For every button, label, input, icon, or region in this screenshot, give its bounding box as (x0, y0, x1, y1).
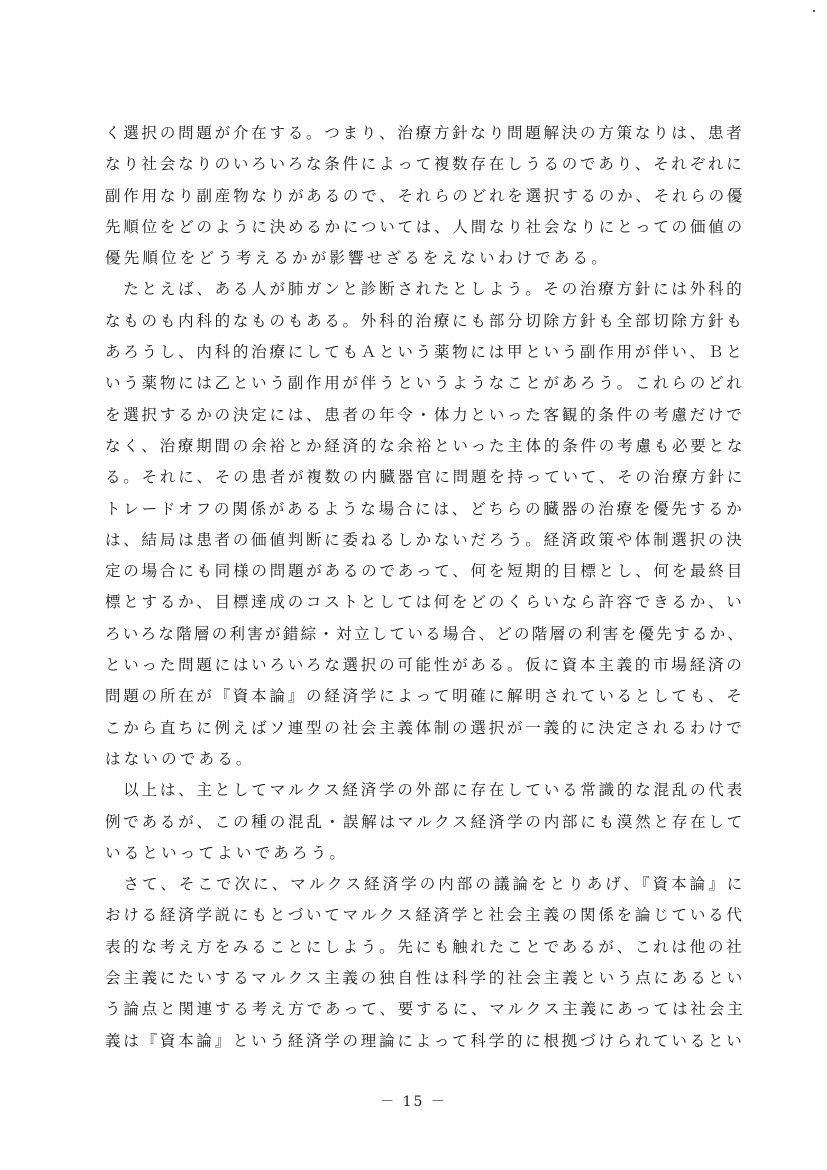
scan-artifact (813, 10, 815, 12)
text-line: 先順位をどのように決めるかについては、人間なり社会なりにとっての価値の (105, 217, 745, 236)
text-line: といった問題にはいろいろな選択の可能性がある。仮に資本主義的市場経済の (105, 656, 745, 675)
text-line: おける経済学説にもとづいてマルクス経済学と社会主義の関係を論じている代 (105, 906, 745, 925)
text-line: 以上は、主としてマルクス経済学の外部に存在している常識的な混乱の代表 (105, 781, 746, 800)
text-line: 定の場合にも同様の問題があるのであって、何を短期的目標とし、何を最終目 (105, 562, 746, 581)
text-line: ろいろな階層の利害が錯綜・対立している場合、どの階層の利害を優先するか、 (105, 624, 746, 643)
text-line: いるといってよいであろう。 (105, 843, 349, 862)
text-line: はないのである。 (105, 749, 255, 768)
text-line: を選択するかの決定には、患者の年令・体力といった客観的条件の考慮だけで (105, 405, 745, 424)
text-line: あろうし、内科的治療にしてもＡという薬物には甲という副作用が伴い、Ｂと (105, 343, 745, 362)
body-text (105, 118, 745, 1057)
text-line: なものも内科的なものもある。外科的治療にも部分切除方針も全部切除方針も (105, 311, 745, 330)
text-line: 表的な考え方をみることにしよう。先にも触れたことであるが、これは他の社 (105, 937, 745, 956)
text-line: 副作用なり副産物なりがあるので、それらのどれを選択するのか、それらの優 (105, 186, 746, 205)
page-number: － 15 － (380, 1094, 447, 1110)
text-line: 優先順位をどう考えるかが影響せざるをえないわけである。 (105, 249, 610, 268)
text-line: こから直ちに例えばソ連型の社会主義体制の選択が一義的に決定されるわけで (105, 718, 745, 737)
text-line: 義は『資本論』という経済学の理論によって科学的に根拠づけられているとい (105, 1031, 745, 1050)
text-line: く選択の問題が介在する。つまり、治療方針なり問題解決の方策なりは、患者 (105, 124, 745, 142)
text-line: る。それに、その患者が複数の内臓器官に問題を持っていて、その治療方針に (105, 468, 746, 487)
text-line: なり社会なりのいろいろな条件によって複数存在しうるのであり、それぞれに (105, 155, 745, 174)
text-line: なく、治療期間の余裕とか経済的な余裕といった主体的条件の考慮も必要とな (105, 436, 746, 455)
text-line: トレードオフの関係があるような場合には、どちらの臓器の治療を優先するか (105, 499, 745, 518)
text-line: たとえば、ある人が肺ガンと診断されたとしよう。その治療方針には外科的 (105, 280, 745, 299)
text-line: 会主義にたいするマルクス主義の独自性は科学的社会主義という点にあるとい (105, 969, 746, 988)
text-line: 標とするか、目標達成のコストとしては何をどのくらいなら許容できるか、い (105, 593, 745, 612)
text-line: 例であるが、この種の混乱・誤解はマルクス経済学の内部にも漠然と存在して (105, 812, 746, 831)
text-line: 問題の所在が『資本論』の経済学によって明確に解明されているとしても、そ (105, 687, 745, 706)
text-line: いう薬物には乙という副作用が伴うというようなことがあろう。これらのどれ (105, 374, 745, 393)
text-line: さて、そこで次に、マルクス経済学の内部の議論をとりあげ、『資本論』に (105, 875, 746, 894)
text-line: う論点と関連する考え方であって、要するに、マルクス主義にあっては社会主 (105, 1000, 746, 1019)
text-line: は、結局は患者の価値判断に委ねるしかないだろう。経済政策や体制選択の決 (105, 530, 745, 549)
